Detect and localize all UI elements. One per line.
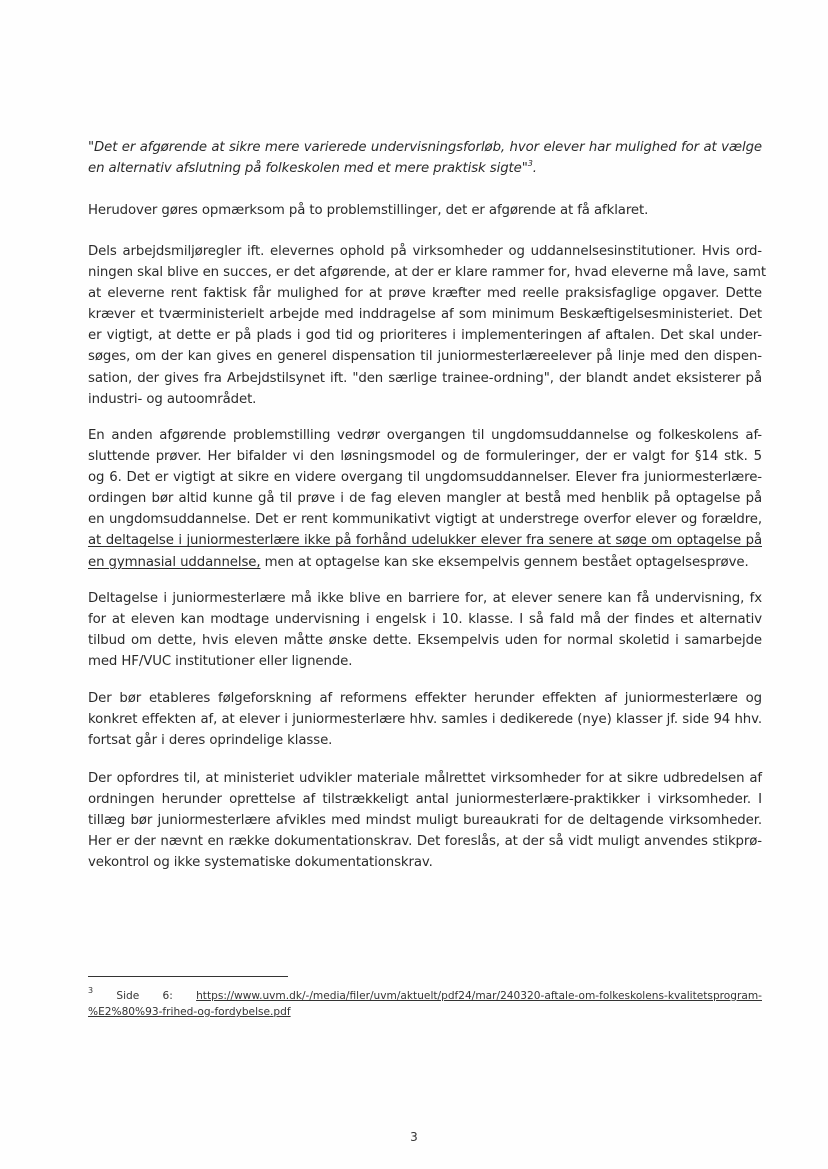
p5-line-2: konkret effekten af, at elever i juniormesterlære hhv. samles i dedikerede (nye) klasser jf. side 94 hhv.: [88, 712, 762, 728]
footnote-number: 3: [88, 986, 94, 995]
p2-line-5: er vigtigt, at dette er på plads i god tid og prioriteres i implementeringen af aftalen. Det skal under-: [88, 328, 762, 344]
quote-line-1: "Det er afgørende at sikre mere varierede undervisningsforløb, hvor elever har mulighed for at vælge: [88, 140, 762, 155]
p4-line-4: med HF/VUC institutioner eller lignende.: [88, 654, 353, 670]
footnote-line-1: [88, 988, 762, 1004]
footnote-ref: 3: [527, 159, 533, 169]
paragraph-intro: [88, 200, 762, 221]
footnote-prefix: Side 6:: [93, 990, 197, 1002]
p2-line-8: industri- og autoområdet.: [88, 391, 257, 407]
quote-line-2: [88, 158, 762, 179]
p2-line-6: søges, om der kan gives en generel dispensation til juniormesterlæreelever på linje med den dispen-: [88, 349, 762, 365]
p3-line-7: [88, 552, 762, 573]
paragraph-barrier: [88, 588, 762, 672]
p3-line-1: En anden afgørende problemstilling vedrør overgangen til ungdomsuddannelse og folkeskolens af-: [88, 428, 762, 443]
p6-line-1: Der opfordres til, at ministeriet udvikler materiale målrettet virksomheder for at sikre udbredelsen af: [88, 771, 762, 786]
p3-line-6-underlined: at deltagelse i juniormesterlære ikke på forhånd udelukker elever fra senere at søge om optagelse på: [88, 533, 762, 549]
p6-line-5: vekontrol og ikke systematiske dokumentationskrav.: [88, 855, 433, 871]
quote-line-2-text: en alternativ afslutning på folkeskolen med et mere praktisk sigte": [88, 161, 528, 177]
quote-line-2-end: .: [532, 161, 537, 177]
paragraph-transition: [88, 425, 762, 573]
p4-line-1: Deltagelse i juniormesterlære må ikke blive en barriere for, at elever senere kan få undervisning, fx: [88, 591, 762, 606]
p1-line-1: Herudover gøres opmærksom på to problemstillinger, det er afgørende at få afklaret.: [88, 203, 649, 218]
p3-line-4: ordingen bør altid kunne gå til prøve i de fag eleven mangler at bestå med henblik på optagelse på: [88, 491, 762, 507]
p3-line-3: og 6. Det er vigtigt at sikre en videre overgang til ungdomsuddannelser. Elever fra juniormesterlære-: [88, 470, 762, 486]
footnote-link[interactable]: https://www.uvm.dk/-/media/filer/uvm/aktuelt/pdf24/mar/240320-aftale-om-folkeskolens-kvalitetsprogram-: [196, 990, 762, 1002]
paragraph-work-environment: [88, 241, 766, 410]
p5-line-3: fortsat går i deres oprindelige klasse.: [88, 733, 333, 749]
p4-line-3: tilbud om dette, hvis eleven måtte ønske dette. Eksempelvis uden for normal skoletid i samarbejde: [88, 633, 762, 649]
p3-line-7-rest: men at optagelse kan ske eksempelvis gennem bestået optagelsesprøve.: [260, 554, 749, 570]
p2-line-4: kræver et tværministerielt arbejde med inddragelse af som minimum Beskæftigelsesministeriet. Det: [88, 307, 762, 323]
p6-line-4: Her er der nævnt en række dokumentationskrav. Det foreslås, at der så vidt muligt anvendes stikprø-: [88, 834, 762, 850]
p4-line-2: for at eleven kan modtage undervisning i engelsk i 10. klasse. I så fald må der findes et alternativ: [88, 612, 762, 628]
p5-line-1: Der bør etableres følgeforskning af reformens effekter herunder effekten af juniormesterlære og: [88, 691, 762, 706]
p2-line-3: at eleverne rent faktisk får mulighed for at prøve kræfter med reelle praksisfaglige opgaver. Dette: [88, 286, 762, 302]
page-number: 3: [410, 1130, 418, 1144]
p3-line-5: en ungdomsuddannelse. Det er rent kommunikativt vigtigt at understrege overfor elever og forældre,: [88, 512, 762, 528]
p2-line-7: sation, der gives fra Arbejdstilsynet ift. "den særlige trainee-ordning", der blandt andet eksisterer på: [88, 370, 762, 386]
p2-line-2: ningen skal blive en succes, er det afgørende, at der er klare rammer for, hvad eleverne må lave, samt: [88, 265, 766, 281]
footnote: [88, 988, 762, 1020]
p3-line-2: sluttende prøver. Her bifalder vi den løsningsmodel og de formuleringer, der er valgt for §14 stk. 5: [88, 449, 762, 465]
paragraph-research: [88, 688, 762, 751]
p3-line-7-underlined: en gymnasial uddannelse,: [88, 554, 261, 570]
p6-line-3: tillæg bør juniormesterlære afvikles med mindst muligt bureaukrati for de deltagende virksomheder.: [88, 813, 762, 829]
footnote-divider: [88, 976, 288, 977]
footnote-link-continued[interactable]: %E2%80%93-frihed-og-fordybelse.pdf: [88, 1006, 291, 1018]
p6-line-2: ordningen herunder oprettelse af tilstrækkeligt antal juniormesterlære-praktikker i virksomheder. I: [88, 792, 762, 808]
paragraph-materials: [88, 768, 762, 873]
quote-paragraph: [88, 137, 762, 179]
p2-line-1: Dels arbejdsmiljøregler ift. elevernes ophold på virksomheder og uddannelsesinstitutioner. Hvis ord-: [88, 244, 762, 259]
footnote-line-2: [88, 1004, 762, 1020]
